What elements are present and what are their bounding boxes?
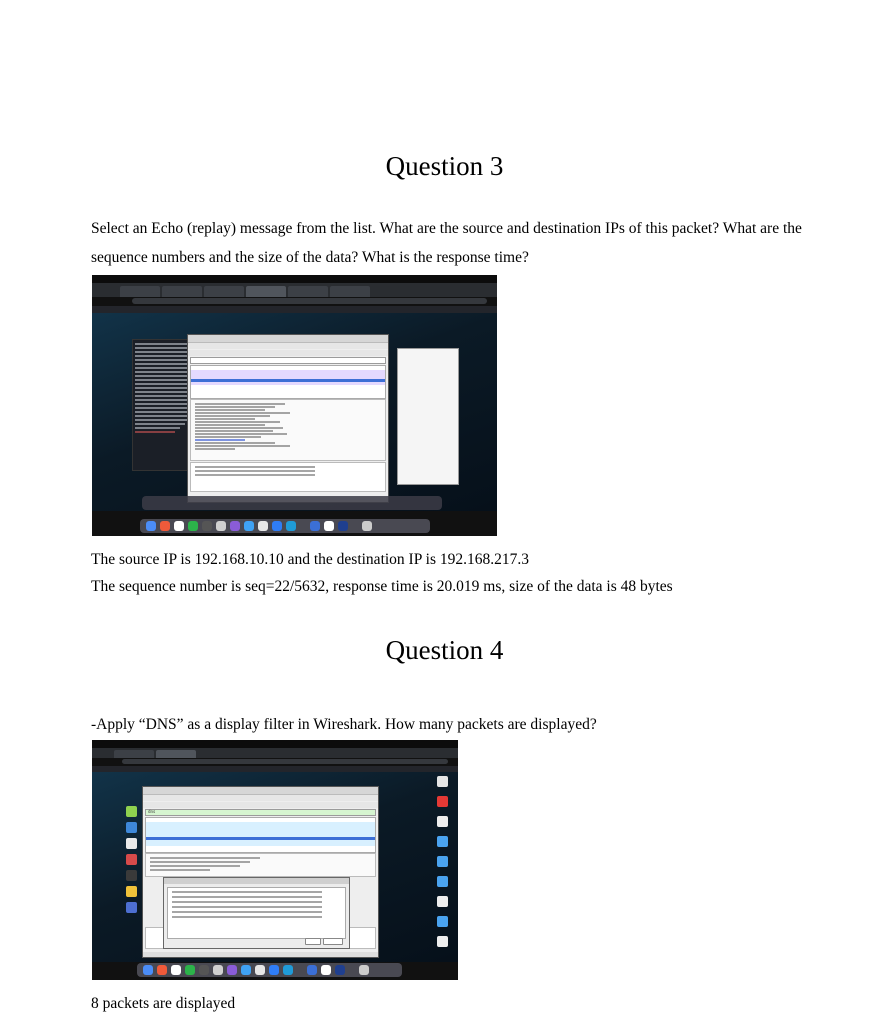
packet-details-pane[interactable] [190,399,386,461]
wireshark-status-bar [143,952,378,957]
copy-button[interactable] [305,938,321,945]
browser-tab-strip [92,283,497,297]
browser-address-bar [122,759,448,764]
wireshark-window [187,334,389,503]
packet-details-pane[interactable] [145,853,376,877]
packet-bytes-pane[interactable] [190,462,386,492]
browser-tab-strip [92,748,458,758]
question-4-heading: Question 4 [385,635,504,665]
display-filter-dns[interactable] [145,809,376,816]
display-filter-bar[interactable] [190,357,386,364]
question-4-prompt: -Apply “DNS” as a display filter in Wireshark. How many packets are displayed? [91,716,597,733]
packet-list[interactable] [190,365,386,399]
wireshark-title-bar [143,787,378,795]
taskbar [142,496,442,510]
browser-address-bar [132,298,487,304]
host-menu-bar [92,740,458,748]
close-button[interactable] [323,938,343,945]
question-3-prompt: Select an Echo (replay) message from the list. What are the source and destination IPs of this packet? What are the sequence numbers and the size of the data? What is the response time? [91,220,802,266]
dialog-title-bar [164,878,349,884]
wireshark-dns-screenshot [92,740,458,980]
dns-packet-row[interactable] [146,843,375,846]
protocol-hierarchy-dialog [163,877,350,949]
packet-list[interactable] [145,817,376,853]
kali-top-panel [92,306,497,313]
wireshark-toolbar [188,350,388,356]
kali-desktop [92,766,458,962]
wireshark-menu-bar [143,795,378,801]
question-4-answer: 8 packets are displayed [91,995,236,1012]
wireshark-menu-bar [188,343,388,349]
packet-row[interactable] [191,382,385,385]
host-menu-bar [92,275,497,283]
side-menu-panel [397,348,459,485]
wireshark-toolbar [143,802,378,808]
host-dock [140,519,430,533]
wireshark-window [142,786,379,958]
wireshark-title-bar [188,335,388,343]
filter-value-text: dns [148,809,156,814]
question-3-answer-seq: The sequence number is seq=22/5632, response time is 20.019 ms, size of the data is 48 bytes [91,578,673,595]
protocol-hierarchy-table[interactable] [167,887,346,939]
question-3-heading: Question 3 [385,151,504,181]
kali-desktop [92,306,497,511]
question-3-answer-ip: The source IP is 192.168.10.10 and the destination IP is 192.168.217.3 [91,551,529,568]
host-dock [137,963,402,977]
kali-top-panel [92,766,458,772]
wireshark-icmp-screenshot [92,275,497,536]
